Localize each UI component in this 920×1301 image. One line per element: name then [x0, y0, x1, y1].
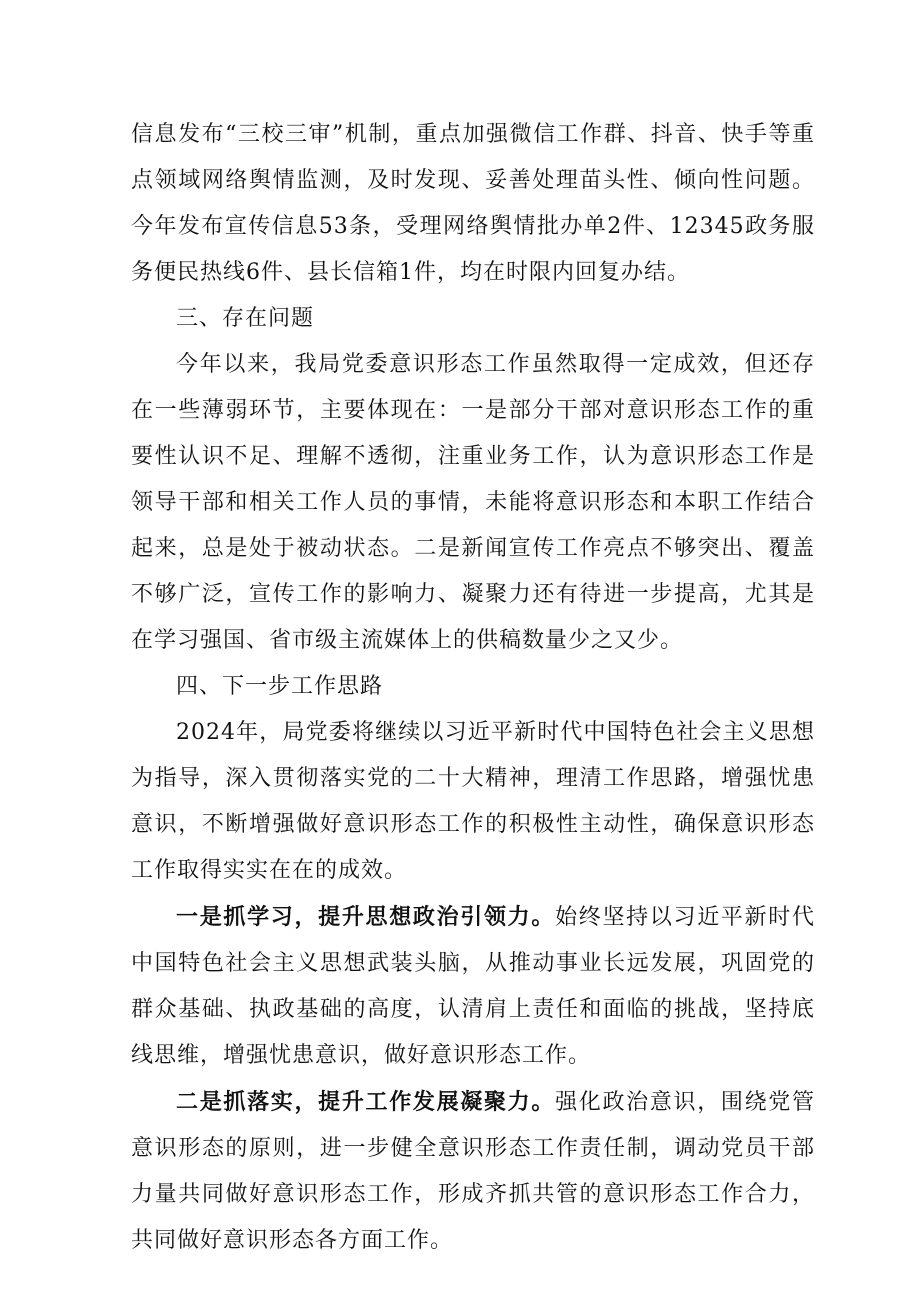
paragraph-continuation: 信息发布“三校三审”机制，重点加强微信工作群、抖音、快手等重点领域网络舆情监测，及时发现、妥善处理苗头性、倾向性问题。今年发布宣传信息53条，受理网络舆情批办单2件、12345政务服务便民热线6件、县长信箱1件，均在时限内回复办结。: [131, 122, 815, 285]
section-heading-next-steps: 四、下一步工作思路: [176, 674, 384, 699]
paragraph-next-steps-intro: 2024年，局党委将继续以习近平新时代中国特色社会主义思想为指导，深入贯彻落实党的二十大精神，理清工作思路，增强忧患意识，不断增强做好意识形态工作的积极性主动性，确保意识形态工作取得实实在在的成效。: [131, 720, 815, 883]
paragraph-item-1: [131, 894, 815, 1079]
item-1-body: 始终坚持以习近平新时代中国特色社会主义思想武装头脑，从推动事业长远发展，巩固党的群众基础、执政基础的高度，认清肩上责任和面临的挑战，坚持底线思维，增强忧患意识，做好意识形态工作。: [131, 905, 815, 1068]
section-heading-problems: 三、存在问题: [176, 306, 315, 331]
item-2-body: 强化政治意识，围绕党管意识形态的原则，进一步健全意识形态工作责任制，调动党员干部力量共同做好意识形态工作，形成齐抓共管的意识形态工作合力，共同做好意识形态各方面工作。: [131, 1090, 815, 1253]
paragraph-problems: 今年以来，我局党委意识形态工作虽然取得一定成效，但还存在一些薄弱环节，主要体现在：一是部分干部对意识形态工作的重要性认识不足、理解不透彻，注重业务工作，认为意识形态工作是领导干部和相关工作人员的事情，未能将意识形态和本职工作结合起来，总是处于被动状态。二是新闻宣传工作亮点不够突出、覆盖不够广泛，宣传工作的影响力、凝聚力还有待进一步提高，尤其是在学习强国、省市级主流媒体上的供稿数量少之又少。: [131, 352, 815, 653]
item-1-lead: 一是抓学习，提升思想政治引领力。: [176, 904, 556, 930]
item-2-lead: 二是抓落实，提升工作发展凝聚力。: [176, 1089, 556, 1115]
paragraph-item-2: [131, 1079, 815, 1264]
document-body: [131, 112, 815, 1264]
